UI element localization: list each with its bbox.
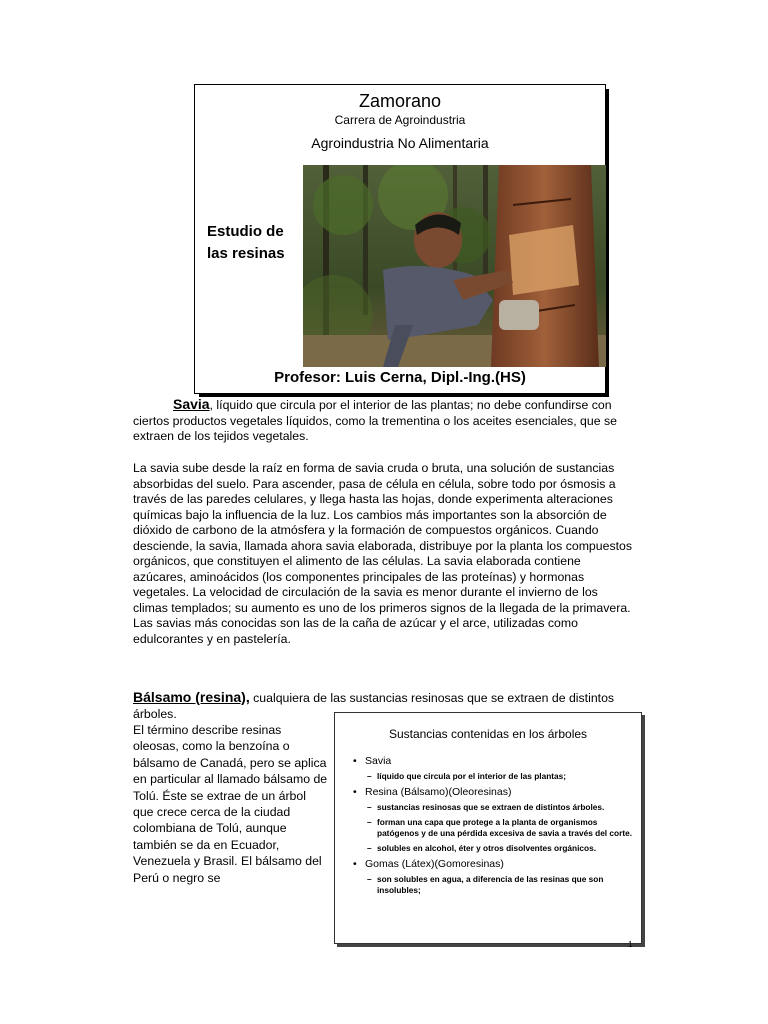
savia-definition: , líquido que circula por el interior de las plantas; no debe confundirse con ciertos productos vegetales líquidos, como la trementina o los aceites esenciales, que se extraen de los tejidos vegetales. [133,398,617,443]
substances-slide [334,712,642,944]
page-number: 1 [628,940,633,949]
savia-paragraph [133,397,633,445]
balsamo-definition: cualquiera de las sustancias resinosas que se extraen de distintos árboles. [133,691,615,721]
course-title: Agroindustria No Alimentaria [311,135,489,151]
study-title-line2: las resinas [207,245,285,262]
professor-name: Profesor: Luis Cerna, Dipl.-Ing.(HS) [274,369,526,386]
balsamo-body-paragraph: El término describe resinas oleosas, como la benzoína o bálsamo de Canadá, pero se aplica en particular al llamado bálsamo de Tolú. Éste se extrae de un árbol que crece cerca de la ciudad colombiana de Tolú, aunque también se da en Ecuador, Venezuela y Brasil. El bálsamo del Perú o negro se [133,723,328,885]
box-shadow-right [606,89,609,397]
list-subitem: – sustancias resinosas que se extraen de distintos árboles. [367,802,638,813]
list-subitem: – líquido que circula por el interior de las plantas; [367,771,638,782]
title-slide-box [194,84,606,394]
list-item-savia: • Savia [353,755,638,767]
study-title-line1: Estudio de [207,223,284,240]
list-subitem: – forman una capa que protege a la planta de organismos patógenos y de una pérdida excesiva de savia a través del corte. [367,817,638,839]
list-subitem: – solubles en alcohol, éter y otros disolventes orgánicos. [367,843,638,854]
program-subtitle: Carrera de Agroindustria [334,113,466,127]
list-item-gomas: • Gomas (Látex)(Gomoresinas) [353,858,638,870]
list-item-resina: • Resina (Bálsamo)(Oleoresinas) [353,786,638,798]
balsamo-term: Bálsamo (resina), [133,689,250,705]
study-title [207,221,307,265]
savia-term: Savia [173,396,210,412]
institution-title: Zamorano [358,91,442,111]
slide-list [353,755,638,900]
resin-tapping-photo-illustration [303,165,607,367]
slide-title: Sustancias contenidas en los árboles [388,727,588,741]
resin-tapping-photo [303,165,607,367]
savia-body-paragraph: La savia sube desde la raíz en forma de savia cruda o bruta, una solución de sustancias absorbidas del suelo. Para ascender, pasa de célula en célula, sobre todo por ósmosis a través de las paredes celulares, y llega hasta las hojas, donde experimenta alteraciones químicas bajo la influencia de la luz. Los cambios más importantes son la absorción de dióxido de carbono de la atmósfera y la formación de compuestos orgánicos. Cuando desciende, la savia, llamada ahora savia elaborada, distribuye por la planta los compuestos orgánicos, que constituyen el alimento de las células. La savia elaborada contiene azúcares, aminoácidos (los componentes principales de las proteínas) y hormonas vegetales. La velocidad de circulación de la savia es menor durante el invierno de los climas templados; su aumento es uno de los primeros signos de la llegada de la primavera. Las savias más conocidas son las de la caña de azúcar y el arce, utilizadas como edulcorantes y en pastelería. [133,461,633,646]
list-subitem: – son solubles en agua, a diferencia de las resinas que son insolubles; [367,874,638,896]
